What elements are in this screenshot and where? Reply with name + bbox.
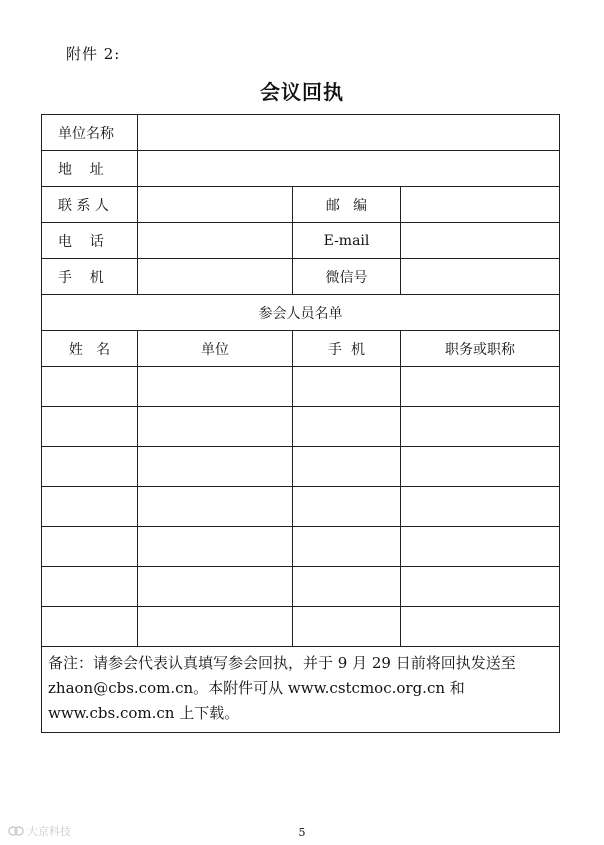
column-header-position: 职务或职称 bbox=[401, 331, 560, 367]
attendee-position-cell[interactable] bbox=[401, 407, 560, 447]
contact-label: 联 系 人 bbox=[42, 187, 138, 223]
postcode-label: 邮 编 bbox=[293, 187, 401, 223]
unit-name-field[interactable] bbox=[138, 115, 560, 151]
attendee-mobile-cell[interactable] bbox=[293, 447, 401, 487]
attendee-name-cell[interactable] bbox=[42, 487, 138, 527]
attendee-name-cell[interactable] bbox=[42, 407, 138, 447]
wechat-field[interactable] bbox=[401, 259, 560, 295]
attendee-position-cell[interactable] bbox=[401, 567, 560, 607]
page-title: 会议回执 bbox=[260, 80, 344, 104]
attendee-mobile-cell[interactable] bbox=[293, 487, 401, 527]
column-header-unit: 单位 bbox=[138, 331, 293, 367]
attachment-label: 附件 2: bbox=[66, 45, 121, 63]
attendee-row bbox=[42, 487, 560, 527]
email-label: E-mail bbox=[293, 223, 401, 259]
email-field[interactable] bbox=[401, 223, 560, 259]
attendee-unit-cell[interactable] bbox=[138, 407, 293, 447]
attendee-position-cell[interactable] bbox=[401, 367, 560, 407]
attendee-mobile-cell[interactable] bbox=[293, 607, 401, 647]
attendee-mobile-cell[interactable] bbox=[293, 367, 401, 407]
attendee-row bbox=[42, 567, 560, 607]
column-header-mobile: 手 机 bbox=[293, 331, 401, 367]
attendee-row bbox=[42, 527, 560, 567]
attendee-row bbox=[42, 447, 560, 487]
attendee-unit-cell[interactable] bbox=[138, 527, 293, 567]
unit-name-label: 单位名称 bbox=[42, 115, 138, 151]
watermark-text: 大京科技 bbox=[27, 825, 71, 838]
row-attendee-title bbox=[42, 295, 560, 331]
mobile-label: 手 机 bbox=[42, 259, 138, 295]
remark-text: 备注：请参会代表认真填写参会回执，并于 9 月 29 日前将回执发送至 zhaon@cbs.com.cn。本附件可从 www.cstcmoc.org.cn 和www.cbs.com.cn 上下载。 bbox=[42, 647, 560, 733]
wechat-label: 微信号 bbox=[293, 259, 401, 295]
attendee-mobile-cell[interactable] bbox=[293, 567, 401, 607]
remark-row bbox=[42, 647, 560, 733]
row-unit-name bbox=[42, 115, 560, 151]
attendee-position-cell[interactable] bbox=[401, 607, 560, 647]
attendee-row bbox=[42, 367, 560, 407]
attendee-name-cell[interactable] bbox=[42, 567, 138, 607]
phone-field[interactable] bbox=[138, 223, 293, 259]
attendee-mobile-cell[interactable] bbox=[293, 407, 401, 447]
row-address bbox=[42, 151, 560, 187]
attendee-list-title: 参会人员名单 bbox=[42, 295, 560, 331]
contact-field[interactable] bbox=[138, 187, 293, 223]
attendee-name-cell[interactable] bbox=[42, 367, 138, 407]
column-header-name: 姓 名 bbox=[42, 331, 138, 367]
attendee-row bbox=[42, 607, 560, 647]
reply-form-table bbox=[41, 114, 560, 733]
attendee-mobile-cell[interactable] bbox=[293, 527, 401, 567]
attendee-name-cell[interactable] bbox=[42, 447, 138, 487]
attendee-unit-cell[interactable] bbox=[138, 607, 293, 647]
address-label: 地 址 bbox=[42, 151, 138, 187]
mobile-field[interactable] bbox=[138, 259, 293, 295]
attendee-position-cell[interactable] bbox=[401, 487, 560, 527]
attendee-unit-cell[interactable] bbox=[138, 487, 293, 527]
phone-label: 电 话 bbox=[42, 223, 138, 259]
row-phone bbox=[42, 223, 560, 259]
attendee-unit-cell[interactable] bbox=[138, 567, 293, 607]
attendee-name-cell[interactable] bbox=[42, 607, 138, 647]
attendee-position-cell[interactable] bbox=[401, 527, 560, 567]
row-contact bbox=[42, 187, 560, 223]
attendee-row bbox=[42, 407, 560, 447]
page-number: 5 bbox=[298, 826, 306, 839]
attendee-position-cell[interactable] bbox=[401, 447, 560, 487]
attendee-unit-cell[interactable] bbox=[138, 367, 293, 407]
attendee-name-cell[interactable] bbox=[42, 527, 138, 567]
address-field[interactable] bbox=[138, 151, 560, 187]
attendee-unit-cell[interactable] bbox=[138, 447, 293, 487]
row-mobile bbox=[42, 259, 560, 295]
attendee-header-row bbox=[42, 331, 560, 367]
postcode-field[interactable] bbox=[401, 187, 560, 223]
